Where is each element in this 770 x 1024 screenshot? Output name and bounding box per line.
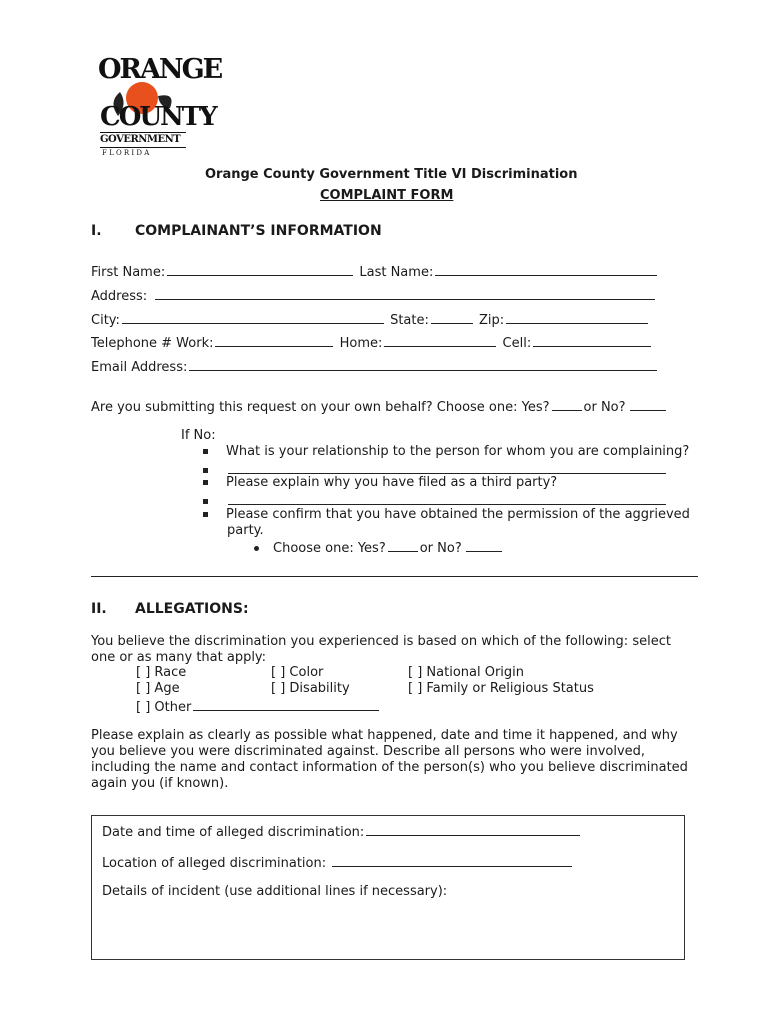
row-address (91, 286, 657, 304)
county-logo (98, 52, 222, 160)
option-race[interactable] (136, 665, 186, 680)
confirm-question-line2: party. (227, 523, 264, 538)
row-date-time (102, 822, 582, 840)
row-city (91, 310, 650, 328)
date-time-field[interactable] (366, 822, 580, 836)
square-bullet-icon (203, 499, 208, 504)
logo-line-county: COUNTY (100, 102, 216, 132)
square-bullet-icon (203, 468, 208, 473)
cell-field[interactable] (533, 333, 651, 347)
row-email (91, 357, 659, 375)
details-textarea[interactable] (102, 904, 672, 952)
row-telephone (91, 333, 653, 351)
cell-label: Cell: (502, 336, 532, 351)
allegations-intro-line1: You believe the discrimination you experienced is based on which of the following: select (91, 634, 671, 649)
date-time-label: Date and time of alleged discrimination: (102, 825, 365, 840)
address-label: Address: (91, 289, 148, 304)
zip-label: Zip: (479, 313, 505, 328)
section-2-heading: ALLEGATIONS: (135, 601, 249, 617)
details-label: Details of incident (use additional lines if necessary): (102, 884, 448, 899)
own-behalf-or-no: or No? (583, 400, 626, 415)
location-label: Location of alleged discrimination: (102, 856, 327, 871)
option-other[interactable] (136, 697, 381, 715)
row-own-behalf (91, 397, 668, 415)
choose-no-field[interactable] (466, 538, 502, 552)
section-1-heading: COMPLAINANT’S INFORMATION (135, 223, 382, 239)
allegations-intro-line2: one or as many that apply: (91, 650, 267, 665)
disability-label: Disability (289, 681, 350, 696)
first-name-label: First Name: (91, 265, 166, 280)
choose-one-label: Choose one: Yes? (273, 541, 386, 556)
round-bullet-icon (254, 546, 259, 551)
other-field[interactable] (193, 697, 379, 711)
first-name-field[interactable] (167, 262, 353, 276)
national-origin-checkbox[interactable]: [ ] (408, 665, 423, 680)
home-field[interactable] (384, 333, 496, 347)
option-national-origin[interactable] (408, 665, 524, 680)
race-label: Race (154, 665, 187, 680)
explain-field[interactable] (228, 491, 666, 505)
own-behalf-no-field[interactable] (630, 397, 666, 411)
race-checkbox[interactable]: [ ] (136, 665, 151, 680)
option-family-religious[interactable] (408, 681, 594, 696)
state-label: State: (390, 313, 429, 328)
section-divider (91, 576, 698, 577)
square-bullet-icon (203, 512, 208, 517)
form-subtitle: COMPLAINT FORM (320, 188, 454, 203)
location-field[interactable] (332, 853, 572, 867)
national-origin-label: National Origin (426, 665, 525, 680)
telephone-work-field[interactable] (215, 333, 333, 347)
logo-line-orange: ORANGE (98, 54, 222, 85)
home-label: Home: (339, 336, 383, 351)
section-2-number: II. (91, 601, 107, 617)
option-color[interactable] (271, 665, 323, 680)
telephone-work-label: Telephone # Work: (91, 336, 214, 351)
row-name (91, 262, 659, 280)
choose-or-no: or No? (419, 541, 462, 556)
last-name-label: Last Name: (359, 265, 434, 280)
other-label: Other (154, 700, 192, 715)
form-title: Orange County Government Title VI Discrimination (205, 167, 578, 182)
if-no-label: If No: (181, 428, 216, 443)
state-field[interactable] (431, 310, 473, 324)
option-disability[interactable] (271, 681, 350, 696)
logo-line-florida: F L O R I D A (102, 149, 150, 157)
logo-line-government: GOVERNMENT (100, 134, 181, 145)
relationship-question: What is your relationship to the person for whom you are complaining? (226, 444, 690, 459)
bullet-explain (203, 475, 557, 490)
option-age[interactable] (136, 681, 180, 696)
square-bullet-icon (203, 449, 208, 454)
email-label: Email Address: (91, 360, 188, 375)
section-1-number: I. (91, 223, 102, 239)
incident-details-box (91, 815, 685, 960)
relationship-field[interactable] (228, 460, 666, 474)
own-behalf-yes-field[interactable] (552, 397, 582, 411)
explain-text-line3: including the name and contact information of the person(s) who you believe discriminated (91, 760, 688, 775)
confirm-question-line1: Please confirm that you have obtained the permission of the aggrieved (226, 507, 690, 522)
city-field[interactable] (122, 310, 384, 324)
zip-field[interactable] (506, 310, 648, 324)
choose-yes-field[interactable] (388, 538, 418, 552)
row-location (102, 853, 574, 871)
square-bullet-icon (203, 480, 208, 485)
age-label: Age (154, 681, 180, 696)
disability-checkbox[interactable]: [ ] (271, 681, 286, 696)
explain-text-line1: Please explain as clearly as possible what happened, date and time it happened, and why (91, 728, 678, 743)
logo-rule-bottom (100, 147, 186, 148)
address-field[interactable] (155, 286, 655, 300)
age-checkbox[interactable]: [ ] (136, 681, 151, 696)
color-checkbox[interactable]: [ ] (271, 665, 286, 680)
family-religious-checkbox[interactable]: [ ] (408, 681, 423, 696)
color-label: Color (289, 665, 324, 680)
explain-text-line2: you believe you were discriminated against. Describe all persons who were involved, (91, 744, 646, 759)
explain-text-line4: again you (if known). (91, 776, 229, 791)
bullet-relationship (203, 444, 689, 459)
city-label: City: (91, 313, 120, 328)
family-religious-label: Family or Religious Status (426, 681, 594, 696)
own-behalf-question: Are you submitting this request on your own behalf? Choose one: Yes? (91, 400, 550, 415)
other-checkbox[interactable]: [ ] (136, 700, 151, 715)
explain-question: Please explain why you have filed as a third party? (226, 475, 558, 490)
bullet-choose-one (254, 538, 504, 556)
bullet-confirm (203, 507, 690, 522)
email-field[interactable] (189, 357, 657, 371)
last-name-field[interactable] (435, 262, 657, 276)
logo-rule-top (100, 132, 186, 133)
